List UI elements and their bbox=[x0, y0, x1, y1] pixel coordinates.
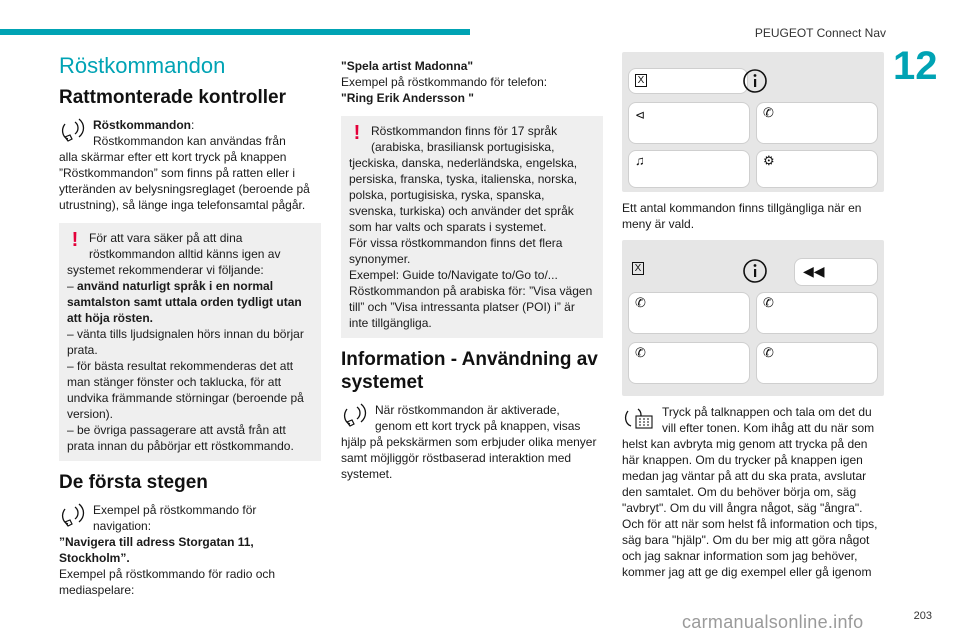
nav-example-first2: navigation: bbox=[93, 519, 152, 533]
warning-icon: ! bbox=[71, 229, 79, 251]
page-number: 203 bbox=[913, 610, 932, 622]
settings-icon: ⚙ bbox=[763, 153, 775, 168]
info-rest: hjälp på pekskärmen som erbjuder olika menyer samt möjliggör röstbaserad interaktion med systemet. bbox=[341, 435, 597, 481]
column-1 bbox=[59, 52, 321, 598]
back-button[interactable] bbox=[794, 258, 878, 286]
rewind-icon: ◀◀ bbox=[803, 263, 825, 279]
synonym-example: Exempel: Guide to/Navigate to/Go to/... bbox=[349, 268, 558, 282]
arabic-note: Röstkommandon på arabiska för: ”Visa vägen till” och ”Visa intressanta platser (POI) i” är inte tillgängliga. bbox=[349, 284, 593, 330]
close-button[interactable] bbox=[628, 68, 748, 94]
column-3 bbox=[622, 52, 884, 580]
warning-box-tips bbox=[59, 223, 321, 461]
voice-keypad-icon bbox=[622, 404, 656, 430]
phone-icon: ✆ bbox=[635, 345, 646, 360]
warn-bullet-3: – för bästa resultat rekommenderas det att man stänger fönster och taklucka, för att undvika främmande störningar (beroende på version). bbox=[67, 359, 304, 421]
voice-label-colon: : bbox=[191, 118, 195, 132]
warning-icon: ! bbox=[353, 122, 361, 144]
info-icon[interactable] bbox=[742, 258, 768, 288]
close-x-icon: X bbox=[635, 74, 647, 87]
voice-command-icon bbox=[341, 402, 369, 428]
nav-example-first: Exempel på röstkommando för bbox=[93, 503, 257, 517]
warn-bullet-1: använd naturligt språk i en normal samtalston samt uttala orden tydligt utan att höja rösten. bbox=[67, 279, 302, 325]
talk-first2: vill efter tonen. Kom ihåg att du när som bbox=[662, 421, 875, 435]
watermark: carmanualsonline.info bbox=[682, 612, 864, 632]
warn-rest: systemet rekommenderar vi följande: bbox=[67, 263, 264, 277]
warn-bullet-4: – be övriga passagerare att avstå från att prata innan du påbörjar ett röstkommando. bbox=[67, 423, 294, 453]
voice-text-rest: alla skärmar efter ett kort tryck på knappen ”Röstkommandon” som finns på ratten eller i ytteränden av belysningsreglaget (beroende på utrustning), så länge inga telefonsamtal pågår. bbox=[59, 150, 310, 212]
voice-text-first: Röstkommandon kan användas från bbox=[93, 134, 286, 148]
chapter-number: 12 bbox=[893, 44, 938, 88]
phone-icon: ✆ bbox=[763, 105, 774, 120]
navigation-button[interactable] bbox=[628, 102, 750, 144]
column-2 bbox=[341, 58, 603, 482]
music-icon: ♫ bbox=[635, 153, 645, 168]
talk-rest: helst kan avbryta mig genom att trycka på den här knappen. Om du trycker på knappen igen medan jag väntar på att du ska prata, avslutar den samtalet. Om du behöver börja om, säg "avbryt". Om du vill ångra något, säg "ångra". Och för att när som helst få information och tips, säg bara "hjälp". Om du ber mig att göra något och jag saknar information som jag behöver, kommer jag att ge dig exempel eller gå igenom bbox=[622, 437, 878, 579]
brand-title: PEUGEOT Connect Nav bbox=[754, 26, 886, 40]
voice-menu-screen-1 bbox=[622, 52, 884, 192]
warn-first2: röstkommandon alltid känns igen av bbox=[89, 247, 281, 261]
phone-button[interactable] bbox=[756, 102, 878, 144]
music-button[interactable] bbox=[628, 150, 750, 188]
heading-first-steps: De första stegen bbox=[59, 472, 208, 493]
info-first: När röstkommandon är aktiverade, bbox=[375, 403, 560, 417]
lang-first: Röstkommandon finns för 17 språk bbox=[371, 124, 558, 138]
section-title: Röstkommandon bbox=[59, 53, 226, 78]
phone-button[interactable] bbox=[756, 292, 878, 334]
phone-icon: ✆ bbox=[763, 345, 774, 360]
settings-button[interactable] bbox=[756, 150, 878, 188]
lang-first2: (arabiska, brasiliansk portugisiska, bbox=[371, 140, 555, 154]
radio-example: Exempel på röstkommando för radio och mediaspelare: bbox=[59, 567, 276, 597]
phone-button[interactable] bbox=[628, 292, 750, 334]
phone-command: "Ring Erik Andersson " bbox=[341, 91, 474, 105]
voice-command-icon bbox=[59, 502, 87, 528]
voice-command-block bbox=[59, 117, 321, 213]
talk-first: Tryck på talknappen och tala om det du bbox=[662, 405, 872, 419]
lang-rest: tjeckiska, danska, nederländska, engelska, persiska, franska, tyska, italienska, norska, polska, portugisiska, ryska, spanska, svenska, turkiska) och använder det språk som har valts och sparats i systemet. bbox=[349, 156, 578, 234]
nav-command: ”Navigera till adress Storgatan 11, Stockholm”. bbox=[59, 535, 254, 565]
warn-bullet-dash: – bbox=[67, 279, 78, 293]
menu-caption: Ett antal kommandon finns tillgängliga när en meny är vald. bbox=[622, 201, 862, 231]
phone-button[interactable] bbox=[756, 342, 878, 384]
voice-command-icon bbox=[59, 117, 87, 143]
heading-steering-controls: Rattmonterade kontroller bbox=[59, 87, 286, 108]
artist-command: "Spela artist Madonna" bbox=[341, 59, 474, 73]
header-accent-bar bbox=[0, 29, 470, 35]
warning-box-languages bbox=[341, 116, 603, 338]
navigation-icon: ⊲ bbox=[635, 108, 646, 122]
heading-info-usage: Information - Användning av systemet bbox=[341, 349, 598, 393]
phone-icon: ✆ bbox=[635, 295, 646, 310]
warn-bullet-2: – vänta tills ljudsignalen hörs innan du börjar prata. bbox=[67, 327, 304, 357]
phone-icon: ✆ bbox=[763, 295, 774, 310]
voice-label: Röstkommandon bbox=[93, 118, 192, 132]
synonyms: För vissa röstkommandon finns det flera synonymer. bbox=[349, 236, 563, 266]
close-x-icon[interactable]: X bbox=[632, 262, 644, 275]
phone-button[interactable] bbox=[628, 342, 750, 384]
voice-menu-screen-2 bbox=[622, 240, 884, 396]
info-first2: genom ett kort tryck på knappen, visas bbox=[375, 419, 581, 433]
phone-example: Exempel på röstkommando för telefon: bbox=[341, 75, 548, 89]
info-icon[interactable] bbox=[742, 68, 768, 98]
warn-first: För att vara säker på att dina bbox=[89, 231, 243, 245]
